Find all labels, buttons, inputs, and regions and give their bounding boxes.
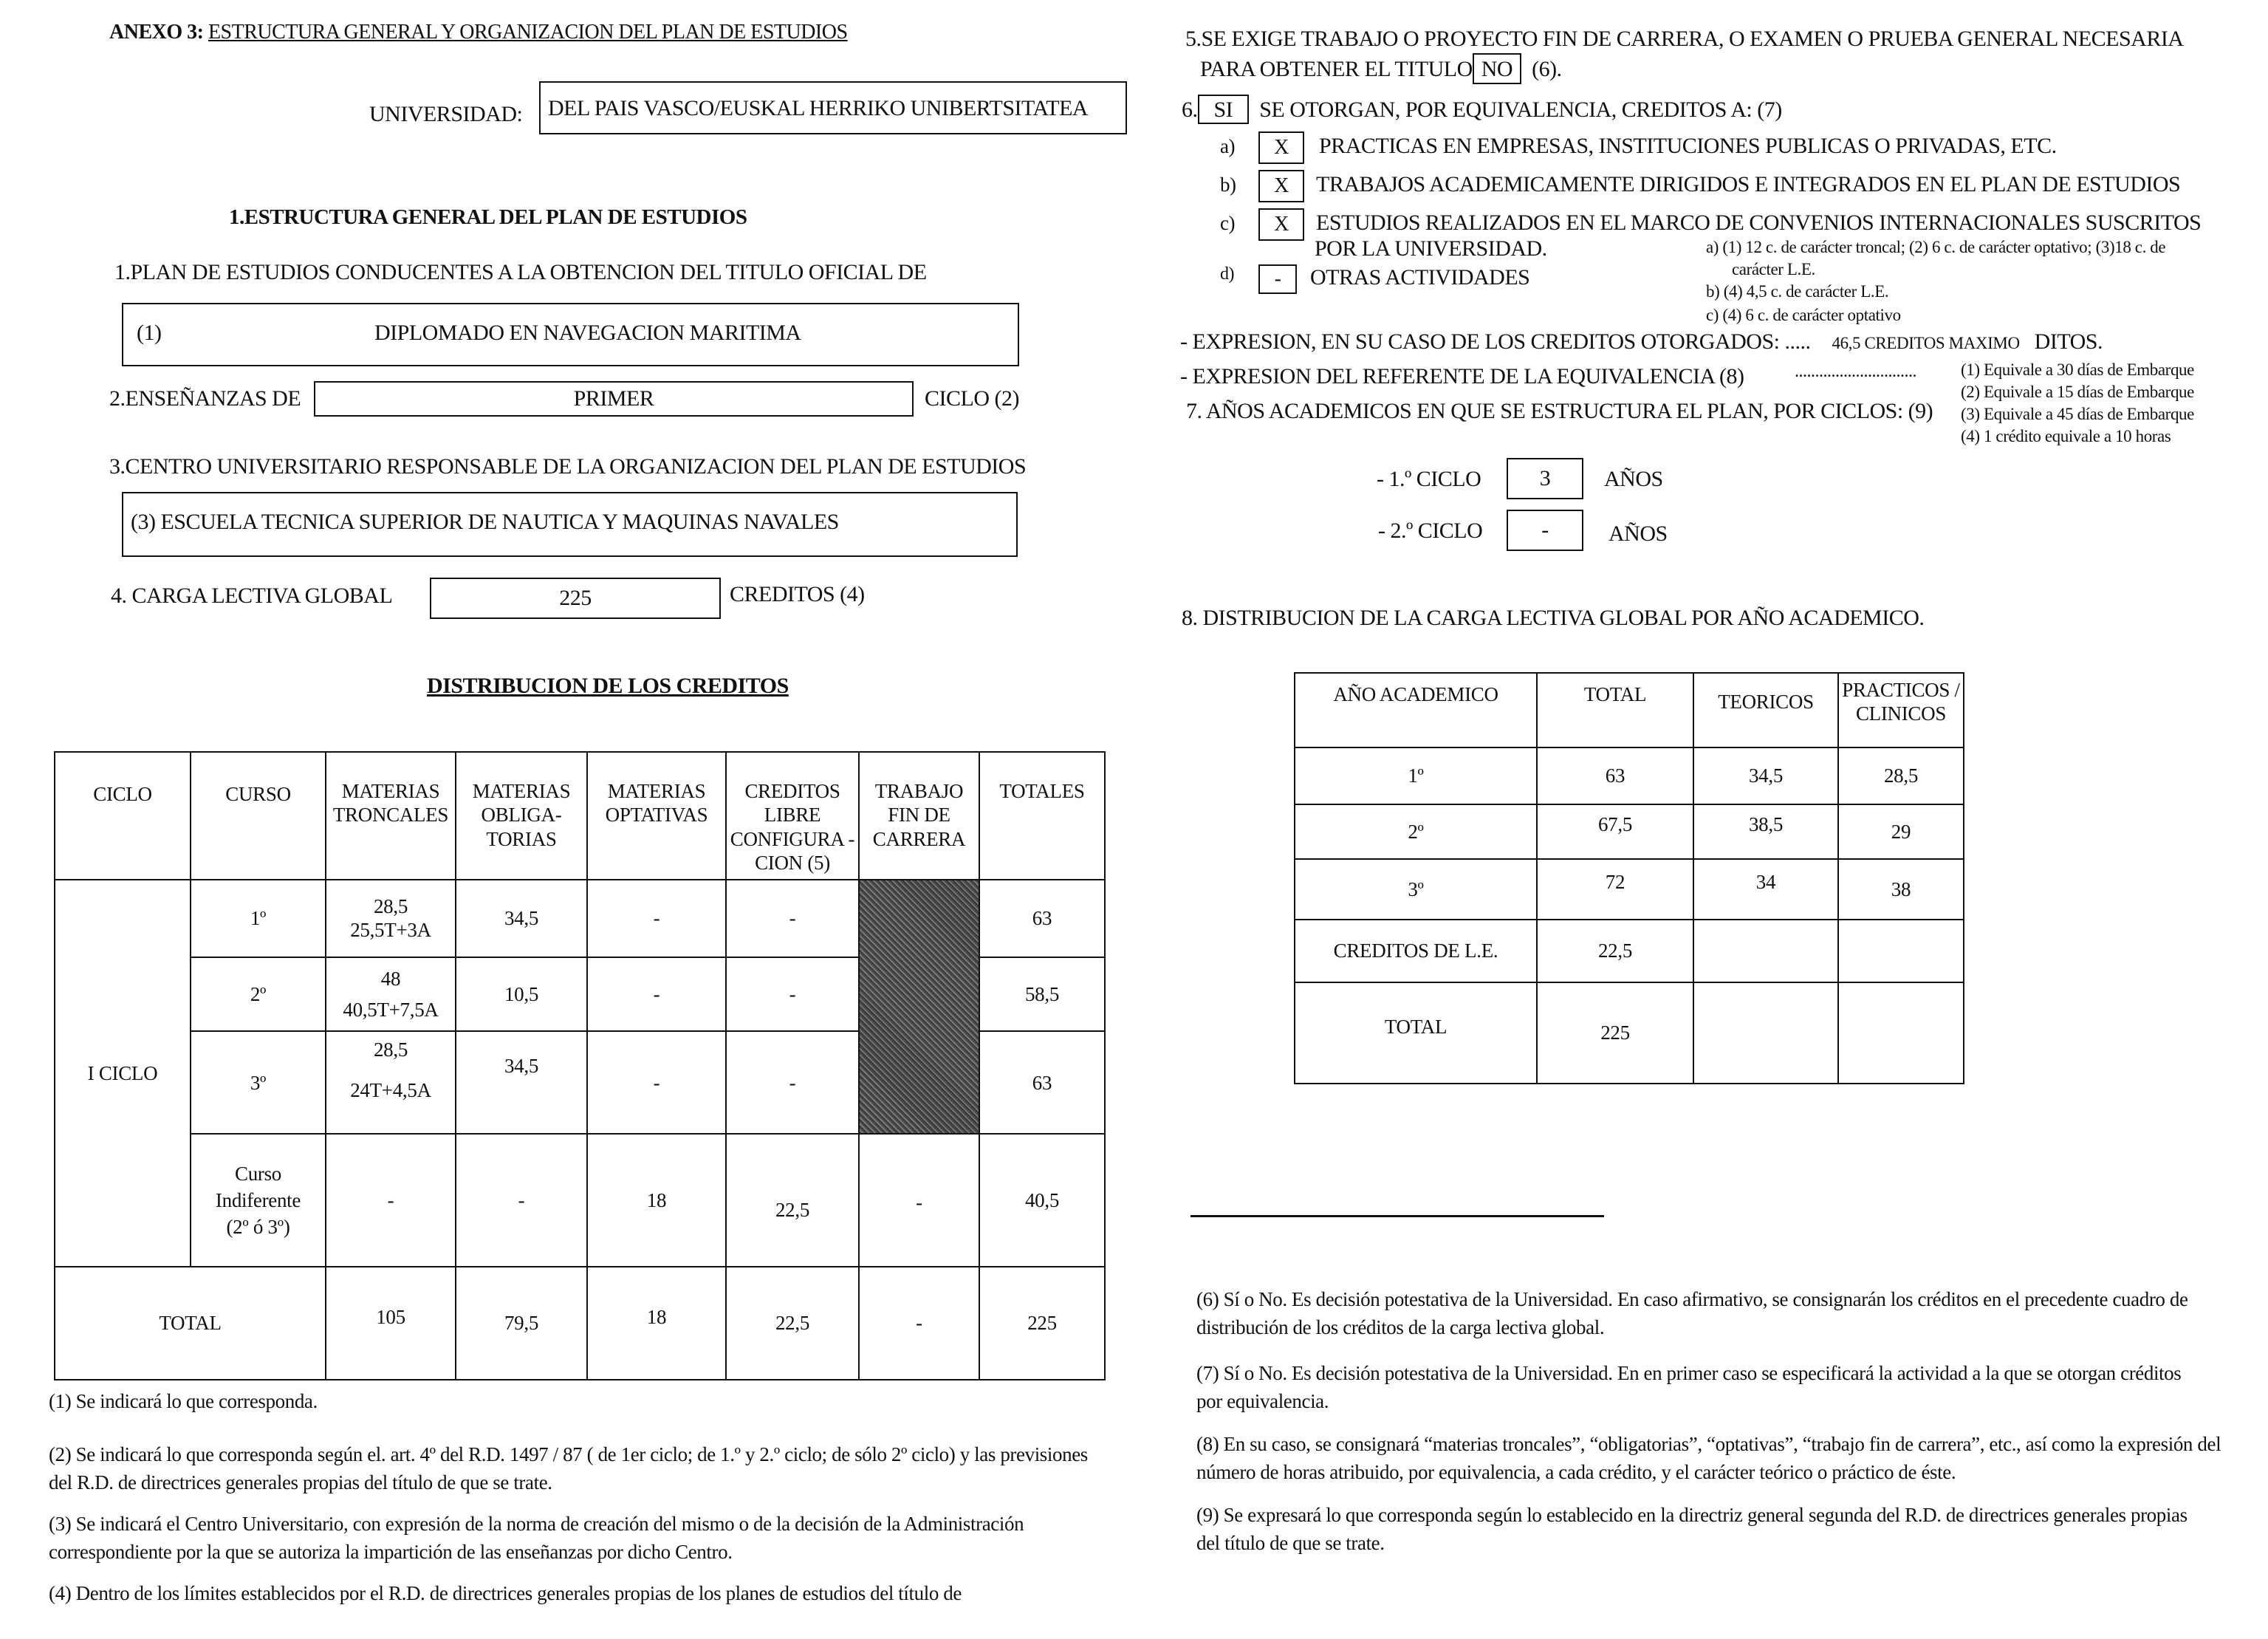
col-header: TOTALES bbox=[979, 752, 1105, 880]
item2-suffix: CICLO (2) bbox=[925, 386, 1019, 411]
footnote-1: (1) Se indicará lo que corresponda. bbox=[49, 1390, 318, 1412]
curso-cell: 3º bbox=[191, 1031, 326, 1134]
expression-credits-tail: DITOS. bbox=[2034, 329, 2103, 354]
university-value: DEL PAIS VASCO/EUSKAL HERRIKO UNIBERTSITATEA bbox=[548, 96, 1089, 120]
cycle2-unit: AÑOS bbox=[1609, 521, 1668, 546]
equivalence-note: (1) Equivale a 30 días de Embarque bbox=[1961, 360, 2194, 379]
year-distribution-table bbox=[1294, 672, 1964, 1084]
option-letter: d) bbox=[1220, 264, 1234, 284]
troncales-detail: 25,5T+3A bbox=[350, 919, 431, 942]
obligatorias-cell: 34,5 bbox=[456, 880, 587, 957]
footnote-divider bbox=[1190, 1215, 1604, 1217]
annex-title: ESTRUCTURA GENERAL Y ORGANIZACION DEL PLAN DE ESTUDIOS bbox=[208, 21, 848, 44]
totales-cell: 58,5 bbox=[979, 957, 1105, 1032]
total-cell: 63 bbox=[1537, 747, 1693, 805]
item4-label: 4. CARGA LECTIVA GLOBAL bbox=[111, 584, 393, 608]
thesis-required-field[interactable] bbox=[1473, 53, 1521, 84]
annex-label: ANEXO 3: bbox=[109, 21, 204, 44]
optativas-cell: - bbox=[587, 880, 726, 957]
teoricos-cell: 38,5 bbox=[1693, 804, 1838, 859]
optativas-cell: 18 bbox=[587, 1134, 726, 1266]
option-d bbox=[1220, 264, 1529, 294]
libre-cell: 22,5 bbox=[726, 1134, 859, 1266]
troncales-detail: 24T+4,5A bbox=[350, 1078, 431, 1101]
troncales-value: 28,5 bbox=[373, 894, 408, 917]
total-obligatorias: 79,5 bbox=[456, 1267, 587, 1380]
table-row bbox=[1295, 859, 1964, 920]
expression-credits-row bbox=[1180, 329, 2103, 355]
year-cell: 2º bbox=[1295, 804, 1537, 859]
total-cell: 67,5 bbox=[1537, 804, 1693, 859]
totales-cell: 63 bbox=[979, 880, 1105, 957]
total-totales: 225 bbox=[979, 1267, 1105, 1380]
expression-referent-label: - EXPRESION DEL REFERENTE DE LA EQUIVALENCIA (8) bbox=[1180, 364, 1744, 389]
option-d-checkbox[interactable] bbox=[1258, 264, 1297, 294]
total-cell: 22,5 bbox=[1537, 920, 1693, 982]
item8-label: 8. DISTRIBUCION DE LA CARGA LECTIVA GLOBAL POR AÑO ACADEMICO. bbox=[1182, 606, 1925, 630]
option-label: TRABAJOS ACADEMICAMENTE DIRIGIDOS E INTEGRADOS EN EL PLAN DE ESTUDIOS bbox=[1316, 171, 2181, 196]
ciclo-cell: I CICLO bbox=[55, 880, 191, 1267]
item5-prefix: PARA OBTENER EL TITULO bbox=[1200, 57, 1473, 81]
degree-note: (1) bbox=[137, 321, 162, 345]
footnote-2: (2) Se indicará lo que corresponda según el. art. 4º del R.D. 1497 / 87 ( de 1er ciclo; de 1.º y 2.º ciclo; de sólo 2º ciclo) y las previsiones del R.D. de directrices generales propias del título de que se trate. bbox=[49, 1443, 1088, 1493]
teoricos-cell bbox=[1693, 920, 1838, 982]
practicos-cell: 38 bbox=[1838, 859, 1964, 920]
footnote-8: (8) En su caso, se consignará “materias troncales”, “obligatorias”, “optativas”, “trabajo fin de carrera”, etc., así como la expresión del número de horas atribuido, por equivalencia, a cada crédito, y el carácter teórico o práctico de éste. bbox=[1196, 1433, 2221, 1483]
col-header: MATERIAS OPTATIVAS bbox=[587, 752, 726, 880]
cycle1-label: - 1.º CICLO bbox=[1377, 467, 1481, 491]
troncales-detail: 40,5T+7,5A bbox=[343, 999, 439, 1022]
option-label: OTRAS ACTIVIDADES bbox=[1310, 264, 1530, 290]
option-letter: b) bbox=[1220, 173, 1236, 196]
teoricos-cell: 34 bbox=[1693, 859, 1838, 920]
curso-cell: 2º bbox=[191, 957, 326, 1032]
troncales-cell bbox=[326, 880, 456, 957]
item5-suffix: (6). bbox=[1532, 57, 1562, 81]
col-header: CREDITOS LIBRE CONFIGURA -CION (5) bbox=[726, 752, 859, 880]
credit-annotation: b) (4) 4,5 c. de carácter L.E. bbox=[1706, 282, 1889, 301]
curso-cell: 1º bbox=[191, 880, 326, 957]
item6-label: SE OTORGAN, POR EQUIVALENCIA, CREDITOS A: (7) bbox=[1259, 97, 1782, 122]
option-c-label2: POR LA UNIVERSIDAD. bbox=[1315, 236, 1547, 261]
practicos-cell: 29 bbox=[1838, 804, 1964, 859]
credit-annotation: a) (1) 12 c. de carácter troncal; (2) 6 c. de carácter optativo; (3)18 c. de bbox=[1706, 238, 2166, 256]
center-value: (3) ESCUELA TECNICA SUPERIOR DE NAUTICA Y MAQUINAS NAVALES bbox=[131, 510, 839, 534]
option-a-checkbox[interactable] bbox=[1258, 131, 1304, 164]
curso-cell: Curso Indiferente (2º ó 3º) bbox=[191, 1134, 326, 1266]
totales-cell: 40,5 bbox=[979, 1134, 1105, 1266]
center-field[interactable] bbox=[122, 492, 1018, 557]
total-troncales: 105 bbox=[326, 1267, 456, 1380]
footnote-6: (6) Sí o No. Es decisión potestativa de la Universidad. En caso afirmativo, se consignarán los créditos en el precedente cuadro de distribución de los créditos de la carga lectiva global. bbox=[1196, 1288, 2188, 1338]
option-label: PRACTICAS EN EMPRESAS, INSTITUCIONES PUBLICAS O PRIVADAS, ETC. bbox=[1319, 133, 2057, 158]
equivalence-note: (2) Equivale a 15 días de Embarque bbox=[1961, 383, 2194, 401]
table-row bbox=[1295, 804, 1964, 859]
equivalence-field[interactable] bbox=[1198, 95, 1250, 124]
trabajo-cell: - bbox=[859, 1134, 979, 1266]
obligatorias-cell: 10,5 bbox=[456, 957, 587, 1032]
credit-annotation: c) (4) 6 c. de carácter optativo bbox=[1706, 306, 1901, 324]
practicos-cell bbox=[1838, 920, 1964, 982]
option-b bbox=[1220, 170, 2180, 202]
degree-value: DIPLOMADO EN NAVEGACION MARITIMA bbox=[374, 321, 801, 345]
option-letter: c) bbox=[1220, 211, 1235, 234]
item3-label: 3.CENTRO UNIVERSITARIO RESPONSABLE DE LA ORGANIZACION DEL PLAN DE ESTUDIOS bbox=[109, 454, 1027, 479]
equivalence-note: (3) Equivale a 45 días de Embarque bbox=[1961, 405, 2194, 423]
year-cell: 3º bbox=[1295, 859, 1537, 920]
footnote-4: (4) Dentro de los límites establecidos por el R.D. de directrices generales propias de los planes de estudios del título de bbox=[49, 1582, 962, 1604]
total-cell: 225 bbox=[1537, 982, 1693, 1084]
footnote-7: (7) Sí o No. Es decisión potestativa de la Universidad. En en primer caso se especificará la actividad a la que se otorgan créditos por equivalencia. bbox=[1196, 1362, 2182, 1412]
practicos-cell bbox=[1838, 982, 1964, 1084]
thesis-required-value: NO bbox=[1481, 57, 1513, 81]
check-mark: X bbox=[1274, 136, 1289, 159]
item5-line2 bbox=[1200, 53, 1562, 84]
option-c-checkbox[interactable] bbox=[1258, 208, 1304, 241]
table-header-row bbox=[55, 752, 1105, 880]
cycle2-years-field[interactable] bbox=[1507, 510, 1583, 551]
item4-suffix: CREDITOS (4) bbox=[730, 582, 865, 606]
teoricos-cell bbox=[1693, 982, 1838, 1084]
equivalence-note: (4) 1 crédito equivale a 10 horas bbox=[1961, 427, 2171, 445]
credits-field[interactable] bbox=[430, 578, 721, 619]
troncales-cell bbox=[326, 1031, 456, 1134]
item5-line1: 5.SE EXIGE TRABAJO O PROYECTO FIN DE CARRERA, O EXAMEN O PRUEBA GENERAL NECESARIA bbox=[1185, 27, 2184, 51]
item2-label: 2.ENSEÑANZAS DE bbox=[109, 386, 301, 411]
option-b-checkbox[interactable] bbox=[1258, 170, 1304, 202]
total-label-cell: TOTAL bbox=[55, 1267, 326, 1380]
troncales-cell: - bbox=[326, 1134, 456, 1266]
libre-cell: - bbox=[726, 957, 859, 1032]
table-total-row bbox=[55, 1267, 1105, 1380]
item6-prefix: 6. bbox=[1182, 97, 1198, 122]
footnote-3: (3) Se indicará el Centro Universitario, con expresión de la norma de creación del mismo o de la decisión de la Administración correspondiente por la que se autoriza la impartición de las enseñanzas por dicho Centro. bbox=[49, 1513, 1024, 1563]
footnote-9: (9) Se expresará lo que corresponda según lo establecido en la directriz general segunda del R.D. de directrices generales propias del título de que se trate. bbox=[1196, 1504, 2188, 1554]
cycle1-years-value: 3 bbox=[1539, 466, 1551, 490]
expression-credits-label: - EXPRESION, EN SU CASO DE LOS CREDITOS OTORGADOS: ..... bbox=[1180, 329, 1811, 354]
cycle-value: PRIMER bbox=[573, 386, 654, 411]
equivalence-value: SI bbox=[1213, 97, 1233, 122]
distribution-heading: DISTRIBUCION DE LOS CREDITOS bbox=[427, 674, 789, 698]
obligatorias-cell: - bbox=[456, 1134, 587, 1266]
troncales-value: 28,5 bbox=[373, 1039, 408, 1061]
total-cell: 72 bbox=[1537, 859, 1693, 920]
col-header: AÑO ACADEMICO bbox=[1295, 673, 1537, 747]
total-libre: 22,5 bbox=[726, 1267, 859, 1380]
table-total-row bbox=[1295, 982, 1964, 1084]
table-row bbox=[55, 1134, 1105, 1266]
expression-referent-dots: .............................. bbox=[1795, 362, 1916, 381]
optativas-cell: - bbox=[587, 957, 726, 1032]
col-header: PRACTICOS / CLINICOS bbox=[1838, 673, 1964, 747]
check-mark: X bbox=[1274, 213, 1289, 236]
libre-cell: - bbox=[726, 1031, 859, 1134]
item7-label: 7. AÑOS ACADEMICOS EN QUE SE ESTRUCTURA EL PLAN, POR CICLOS: (9) bbox=[1186, 399, 1933, 423]
col-header: CICLO bbox=[55, 752, 191, 880]
item6-row bbox=[1182, 95, 1782, 124]
total-optativas: 18 bbox=[587, 1267, 726, 1380]
col-header: TEORICOS bbox=[1693, 673, 1838, 747]
university-field[interactable] bbox=[539, 81, 1127, 134]
table-row bbox=[1295, 920, 1964, 982]
teoricos-cell: 34,5 bbox=[1693, 747, 1838, 805]
option-label: ESTUDIOS REALIZADOS EN EL MARCO DE CONVENIOS INTERNACIONALES SUSCRITOS bbox=[1316, 210, 2202, 235]
degree-field[interactable] bbox=[122, 303, 1019, 366]
totales-cell: 63 bbox=[979, 1031, 1105, 1134]
cycle2-label: - 2.º CICLO bbox=[1378, 519, 1483, 543]
col-header: CURSO bbox=[191, 752, 326, 880]
total-trabajo: - bbox=[859, 1267, 979, 1380]
trabajo-shaded-cell bbox=[859, 880, 979, 1135]
col-header: MATERIAS TRONCALES bbox=[326, 752, 456, 880]
libre-cell: - bbox=[726, 880, 859, 957]
table-row bbox=[1295, 747, 1964, 805]
annex-heading bbox=[109, 21, 848, 44]
cycle-field[interactable] bbox=[314, 381, 914, 417]
item1-label: 1.PLAN DE ESTUDIOS CONDUCENTES A LA OBTENCION DEL TITULO OFICIAL DE bbox=[114, 260, 927, 284]
troncales-cell bbox=[326, 957, 456, 1032]
cycle1-unit: AÑOS bbox=[1604, 467, 1663, 491]
year-cell: CREDITOS DE L.E. bbox=[1295, 920, 1537, 982]
credits-distribution-table bbox=[54, 751, 1106, 1380]
option-letter: a) bbox=[1220, 134, 1235, 157]
year-cell: TOTAL bbox=[1295, 982, 1537, 1084]
obligatorias-cell: 34,5 bbox=[456, 1031, 587, 1134]
table-header-row bbox=[1295, 673, 1964, 747]
troncales-value: 48 bbox=[380, 967, 401, 990]
university-label: UNIVERSIDAD: bbox=[369, 102, 523, 126]
option-a bbox=[1220, 131, 2057, 164]
check-mark: - bbox=[1274, 267, 1281, 290]
col-header: TOTAL bbox=[1537, 673, 1693, 747]
expression-credits-value: 46,5 CREDITOS MAXIMO bbox=[1832, 334, 2020, 352]
credit-annotation: carácter L.E. bbox=[1732, 260, 1815, 278]
practicos-cell: 28,5 bbox=[1838, 747, 1964, 805]
credits-value: 225 bbox=[559, 586, 592, 610]
year-cell: 1º bbox=[1295, 747, 1537, 805]
cycle2-years-value: - bbox=[1541, 518, 1549, 542]
check-mark: X bbox=[1274, 174, 1289, 197]
col-header: TRABAJO FIN DE CARRERA bbox=[859, 752, 979, 880]
section-heading: 1.ESTRUCTURA GENERAL DEL PLAN DE ESTUDIOS bbox=[229, 205, 747, 229]
optativas-cell: - bbox=[587, 1031, 726, 1134]
cycle1-years-field[interactable] bbox=[1507, 458, 1583, 499]
col-header: MATERIAS OBLIGA- TORIAS bbox=[456, 752, 587, 880]
table-row bbox=[55, 880, 1105, 957]
